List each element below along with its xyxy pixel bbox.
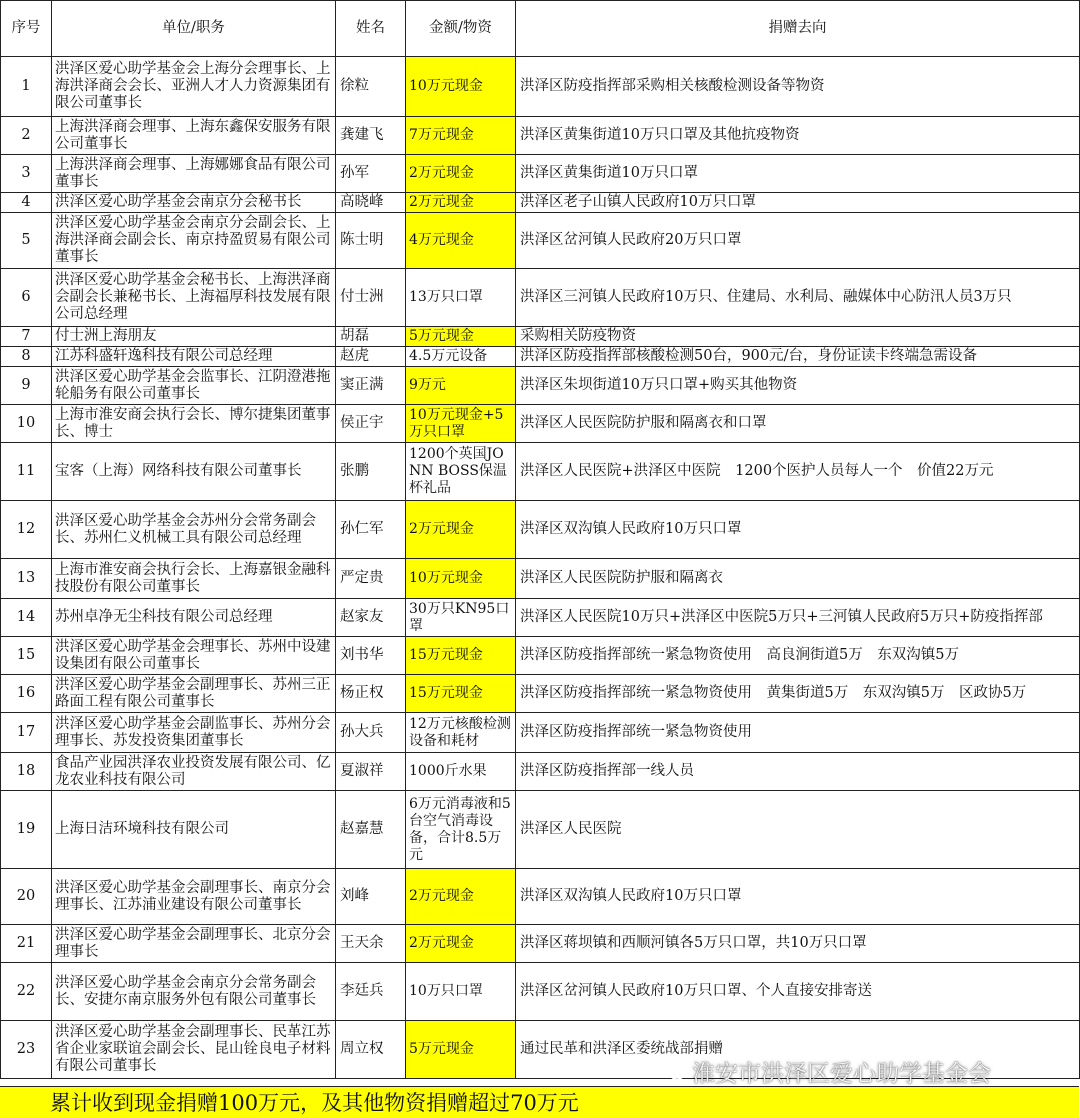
row-organization: 洪泽区爱心助学基金会副理事长、北京分会理事长 xyxy=(52,925,336,963)
row-amount: 10万元现金+5万只口罩 xyxy=(406,405,516,443)
row-organization: 上海市淮安商会执行会长、博尔捷集团董事长、博士 xyxy=(52,405,336,443)
row-donor-name: 夏淑祥 xyxy=(336,753,406,791)
header-no: 序号 xyxy=(1,1,52,57)
row-amount: 2万元现金 xyxy=(406,155,516,193)
row-number: 13 xyxy=(1,559,52,599)
row-organization: 上海洪泽商会理事、上海娜娜食品有限公司董事长 xyxy=(52,155,336,193)
row-destination: 洪泽区人民医院+洪泽区中医院 1200个医护人员每人一个 价值22万元 xyxy=(516,443,1080,501)
row-donor-name: 付士洲 xyxy=(336,269,406,327)
row-destination: 洪泽区双沟镇人民政府10万只口罩 xyxy=(516,501,1080,559)
row-number: 7 xyxy=(1,327,52,347)
row-amount: 2万元现金 xyxy=(406,925,516,963)
row-amount: 2万元现金 xyxy=(406,869,516,925)
row-organization: 上海市淮安商会执行会长、上海嘉银金融科技股份有限公司董事长 xyxy=(52,559,336,599)
row-destination: 洪泽区防疫指挥部核酸检测50台，900元/台，身份证读卡终端急需设备 xyxy=(516,347,1080,367)
row-amount: 7万元现金 xyxy=(406,117,516,155)
row-organization: 洪泽区爱心助学基金会苏州分会常务副会长、苏州仁义机械工具有限公司总经理 xyxy=(52,501,336,559)
table-row xyxy=(1,869,1080,925)
row-number: 16 xyxy=(1,675,52,713)
row-organization: 宝客（上海）网络科技有限公司董事长 xyxy=(52,443,336,501)
table-row xyxy=(1,713,1080,753)
row-number: 11 xyxy=(1,443,52,501)
row-number: 6 xyxy=(1,269,52,327)
wechat-icon xyxy=(660,1061,686,1081)
watermark-text: 淮安市洪泽区爱心助学基金会 xyxy=(692,1060,991,1087)
row-organization: 洪泽区爱心助学基金会秘书长、上海洪泽商会副会长兼秘书长、上海福厚科技发展有限公司总经理 xyxy=(52,269,336,327)
table-row xyxy=(1,405,1080,443)
summary-text: 累计收到现金捐赠100万元，及其他物资捐赠超过70万元 xyxy=(50,1091,579,1115)
row-organization: 上海洪泽商会理事、上海东鑫保安服务有限公司董事长 xyxy=(52,117,336,155)
table-row xyxy=(1,269,1080,327)
row-donor-name: 高晓峰 xyxy=(336,193,406,213)
row-destination: 洪泽区防疫指挥部一线人员 xyxy=(516,753,1080,791)
row-amount: 9万元 xyxy=(406,367,516,405)
row-number: 22 xyxy=(1,963,52,1021)
row-number: 12 xyxy=(1,501,52,559)
row-amount: 10万只口罩 xyxy=(406,963,516,1021)
row-donor-name: 孙仁军 xyxy=(336,501,406,559)
row-number: 19 xyxy=(1,791,52,869)
table-row xyxy=(1,155,1080,193)
row-donor-name: 孙军 xyxy=(336,155,406,193)
row-donor-name: 龚建飞 xyxy=(336,117,406,155)
row-destination: 洪泽区防疫指挥部统一紧急物资使用 黄集街道5万 东双沟镇5万 区政协5万 xyxy=(516,675,1080,713)
row-number: 21 xyxy=(1,925,52,963)
table-row xyxy=(1,443,1080,501)
table-row xyxy=(1,599,1080,637)
row-donor-name: 杨正权 xyxy=(336,675,406,713)
row-donor-name: 张鹏 xyxy=(336,443,406,501)
table-row xyxy=(1,367,1080,405)
table-row xyxy=(1,791,1080,869)
row-donor-name: 周立权 xyxy=(336,1021,406,1079)
row-donor-name: 王天余 xyxy=(336,925,406,963)
table-row xyxy=(1,327,1080,347)
row-organization: 洪泽区爱心助学基金会南京分会常务副会长、安捷尔南京服务外包有限公司董事长 xyxy=(52,963,336,1021)
row-destination: 洪泽区防疫指挥部采购相关核酸检测设备等物资 xyxy=(516,57,1080,117)
row-donor-name: 陈士明 xyxy=(336,213,406,269)
row-amount: 2万元现金 xyxy=(406,193,516,213)
row-donor-name: 严定贵 xyxy=(336,559,406,599)
table-row xyxy=(1,753,1080,791)
row-destination: 洪泽区岔河镇人民政府20万只口罩 xyxy=(516,213,1080,269)
row-donor-name: 赵虎 xyxy=(336,347,406,367)
row-amount: 1000斤水果 xyxy=(406,753,516,791)
row-amount: 6万元消毒液和5台空气消毒设备，合计8.5万元 xyxy=(406,791,516,869)
row-destination: 通过民革和洪泽区委统战部捐赠 xyxy=(516,1021,1080,1079)
row-destination: 洪泽区人民医院防护服和隔离衣 xyxy=(516,559,1080,599)
row-amount: 15万元现金 xyxy=(406,675,516,713)
row-donor-name: 徐粒 xyxy=(336,57,406,117)
row-destination: 洪泽区三河镇人民政府10万只、住建局、水利局、融媒体中心防汛人员3万只 xyxy=(516,269,1080,327)
row-destination: 采购相关防疫物资 xyxy=(516,327,1080,347)
row-donor-name: 侯正宇 xyxy=(336,405,406,443)
row-number: 15 xyxy=(1,637,52,675)
row-destination: 洪泽区人民医院10万只+洪泽区中医院5万只+三河镇人民政府5万只+防疫指挥部 xyxy=(516,599,1080,637)
row-number: 4 xyxy=(1,193,52,213)
row-amount: 15万元现金 xyxy=(406,637,516,675)
row-amount: 10万元现金 xyxy=(406,559,516,599)
row-number: 23 xyxy=(1,1021,52,1079)
header-org: 单位/职务 xyxy=(52,1,336,57)
row-organization: 洪泽区爱心助学基金会副理事长、南京分会理事长、江苏浦业建设有限公司董事长 xyxy=(52,869,336,925)
row-destination: 洪泽区人民医院防护服和隔离衣和口罩 xyxy=(516,405,1080,443)
row-destination: 洪泽区黄集街道10万只口罩 xyxy=(516,155,1080,193)
row-destination: 洪泽区双沟镇人民政府10万只口罩 xyxy=(516,869,1080,925)
header-row xyxy=(1,1,1080,57)
row-organization: 洪泽区爱心助学基金会上海分会理事长、上海洪泽商会会长、亚洲人才人力资源集团有限公司董事长 xyxy=(52,57,336,117)
row-amount: 5万元现金 xyxy=(406,327,516,347)
row-donor-name: 赵家友 xyxy=(336,599,406,637)
row-organization: 洪泽区爱心助学基金会副理事长、苏州三正路面工程有限公司董事长 xyxy=(52,675,336,713)
table-row xyxy=(1,675,1080,713)
row-organization: 江苏科盛轩逸科技有限公司总经理 xyxy=(52,347,336,367)
row-organization: 洪泽区爱心助学基金会副理事长、民革江苏省企业家联谊会副会长、昆山铨良电子材料有限公司董事长 xyxy=(52,1021,336,1079)
table-row xyxy=(1,925,1080,963)
row-number: 17 xyxy=(1,713,52,753)
table-row xyxy=(1,559,1080,599)
row-destination: 洪泽区防疫指挥部统一紧急物资使用 高良涧街道5万 东双沟镇5万 xyxy=(516,637,1080,675)
row-donor-name: 李廷兵 xyxy=(336,963,406,1021)
row-destination: 洪泽区防疫指挥部统一紧急物资使用 xyxy=(516,713,1080,753)
row-destination: 洪泽区岔河镇人民政府10万只口罩、个人直接安排寄送 xyxy=(516,963,1080,1021)
row-number: 1 xyxy=(1,57,52,117)
table-row xyxy=(1,193,1080,213)
row-amount: 2万元现金 xyxy=(406,501,516,559)
row-donor-name: 刘书华 xyxy=(336,637,406,675)
row-donor-name: 赵嘉慧 xyxy=(336,791,406,869)
header-dest: 捐赠去向 xyxy=(516,1,1080,57)
row-organization: 洪泽区爱心助学基金会南京分会副会长、上海洪泽商会副会长、南京持盈贸易有限公司董事长 xyxy=(52,213,336,269)
row-destination: 洪泽区人民医院 xyxy=(516,791,1080,869)
row-organization: 苏州卓净无尘科技有限公司总经理 xyxy=(52,599,336,637)
header-amount: 金额/物资 xyxy=(406,1,516,57)
table-row xyxy=(1,213,1080,269)
row-number: 5 xyxy=(1,213,52,269)
row-number: 10 xyxy=(1,405,52,443)
row-organization: 上海日洁环境科技有限公司 xyxy=(52,791,336,869)
row-number: 3 xyxy=(1,155,52,193)
table-row xyxy=(1,501,1080,559)
row-number: 2 xyxy=(1,117,52,155)
row-donor-name: 胡磊 xyxy=(336,327,406,347)
row-amount: 4万元现金 xyxy=(406,213,516,269)
row-destination: 洪泽区黄集街道10万只口罩及其他抗疫物资 xyxy=(516,117,1080,155)
header-name: 姓名 xyxy=(336,1,406,57)
row-number: 14 xyxy=(1,599,52,637)
table-row xyxy=(1,347,1080,367)
table-body xyxy=(1,57,1080,1079)
summary-footer xyxy=(0,1086,1079,1118)
row-number: 20 xyxy=(1,869,52,925)
row-amount: 4.5万元设备 xyxy=(406,347,516,367)
row-amount: 5万元现金 xyxy=(406,1021,516,1079)
row-donor-name: 孙大兵 xyxy=(336,713,406,753)
row-destination: 洪泽区蒋坝镇和西顺河镇各5万只口罩，共10万只口罩 xyxy=(516,925,1080,963)
row-amount: 30万只KN95口罩 xyxy=(406,599,516,637)
row-organization: 洪泽区爱心助学基金会南京分会秘书长 xyxy=(52,193,336,213)
row-organization: 洪泽区爱心助学基金会副监事长、苏州分会理事长、苏发投资集团董事长 xyxy=(52,713,336,753)
row-amount: 12万元核酸检测设备和耗材 xyxy=(406,713,516,753)
watermark xyxy=(660,1055,991,1087)
row-donor-name: 窦正满 xyxy=(336,367,406,405)
row-donor-name: 刘峰 xyxy=(336,869,406,925)
row-amount: 13万只口罩 xyxy=(406,269,516,327)
row-organization: 洪泽区爱心助学基金会监事长、江阴澄港拖轮船务有限公司董事长 xyxy=(52,367,336,405)
row-organization: 洪泽区爱心助学基金会理事长、苏州中设建设集团有限公司董事长 xyxy=(52,637,336,675)
table-row xyxy=(1,117,1080,155)
row-organization: 付士洲上海朋友 xyxy=(52,327,336,347)
row-amount: 10万元现金 xyxy=(406,57,516,117)
table-row xyxy=(1,963,1080,1021)
row-destination: 洪泽区老子山镇人民政府10万只口罩 xyxy=(516,193,1080,213)
table-row xyxy=(1,57,1080,117)
row-number: 8 xyxy=(1,347,52,367)
row-number: 9 xyxy=(1,367,52,405)
table-row xyxy=(1,637,1080,675)
row-number: 18 xyxy=(1,753,52,791)
row-amount: 1200个英国JONN BOSS保温杯礼品 xyxy=(406,443,516,501)
row-destination: 洪泽区朱坝街道10万只口罩+购买其他物资 xyxy=(516,367,1080,405)
row-organization: 食品产业园洪泽农业投资发展有限公司、亿龙农业科技有限公司 xyxy=(52,753,336,791)
